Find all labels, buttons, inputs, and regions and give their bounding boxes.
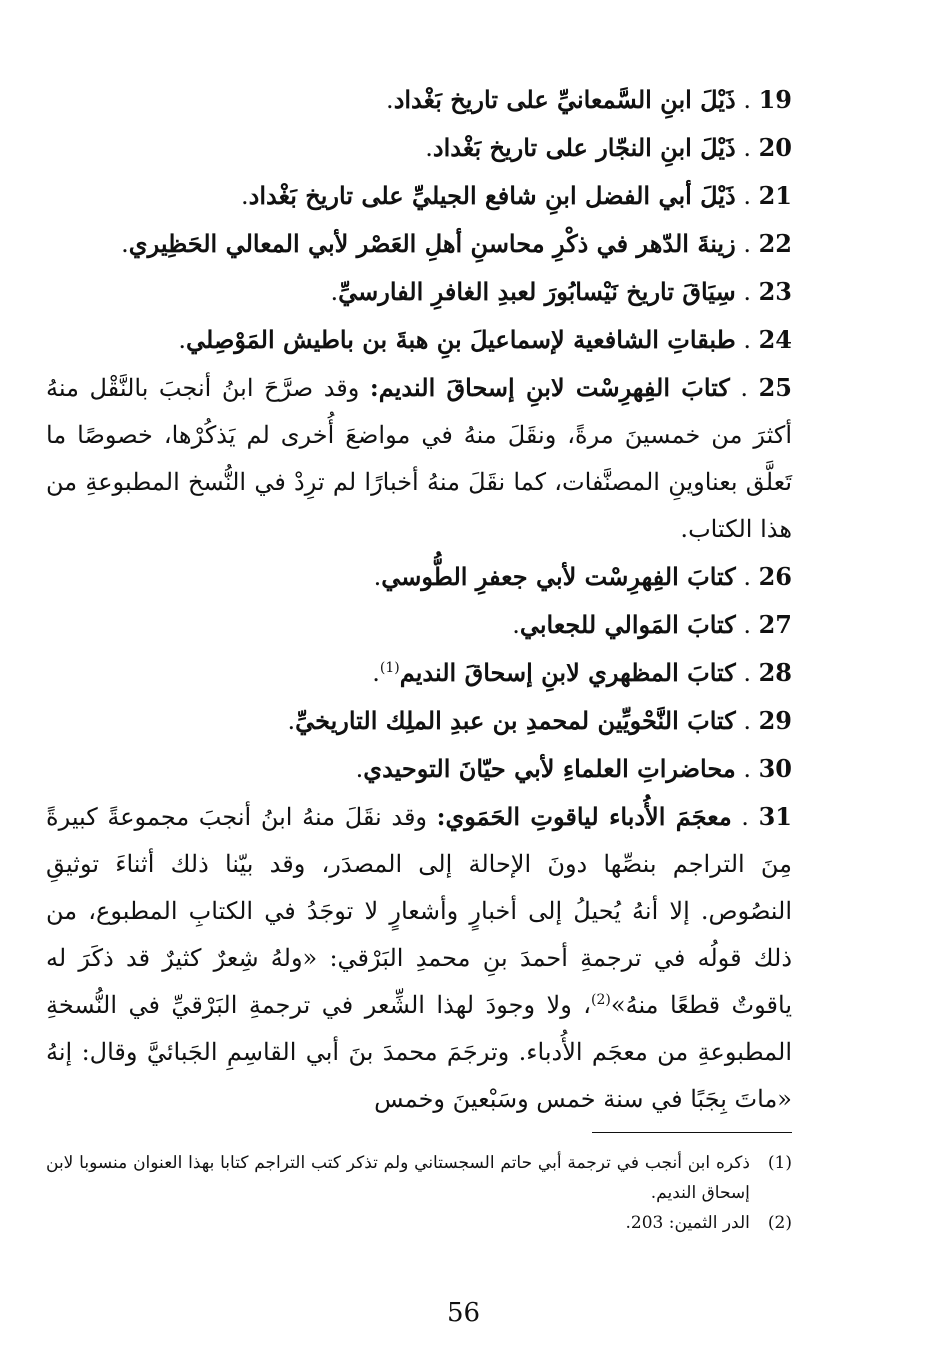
entry-title: كتابَ النَّحْويِّين لمحمدِ بن عبدِ الملِك التاريخيِّ (295, 706, 736, 735)
entry-end: . (121, 230, 129, 258)
entry-21: 21 . ذَيْلَ أبي الفضل ابنِ شافع الجيليِّ على تاريخ بَغْداد. (241, 181, 792, 210)
entry-number: 22 (758, 229, 792, 258)
entry-description-continued: ، ولا وجودَ لهذا الشِّعر في ترجمةِ البَرْقيِّ في النُّسخةِ المطبوعةِ من معجَم الأُدباء. وترجَمَ محمدَ بنَ أبي القاسِمِ الجَبائيَّ وقال: إنهُ «ماتَ بِجَبًا في سنة خمس وسَبْعينَ وخمس (46, 991, 792, 1113)
entry-title: طبقاتِ الشافعية لإسماعيلَ بنِ هبةَ بن باطيش المَوْصِلي (186, 325, 736, 354)
entry-27: 27 . كتابَ المَوالي للجعابي. (512, 610, 792, 639)
entry-number: 31 (758, 802, 792, 831)
entry-number: 20 (758, 133, 792, 162)
footnote-number: (2) (767, 1213, 792, 1233)
entry-number: 28 (758, 658, 792, 687)
entry-end: . (680, 515, 689, 543)
entry-end: . (287, 707, 296, 735)
entry-end: . (512, 611, 520, 639)
entry-end: . (241, 182, 249, 210)
entry-title: محاضراتِ العلماءِ لأبي حيّانَ التوحيدي (363, 754, 736, 783)
entry-title: زينةَ الدّهر في ذكْرِ محاسنِ أهلِ العَصْر لأبي المعالي الحَظِيري (128, 229, 736, 258)
entry-number: 24 (758, 325, 792, 354)
footnote-ref-2[interactable]: (2) (591, 992, 611, 1008)
entry-26: 26 . كتابَ الفِهرِسْت لأبي جعفرِ الطُّوسي. (373, 562, 792, 591)
entry-end: . (373, 563, 382, 591)
entry-29: 29 . كتابَ النَّحْويِّين لمحمدِ بن عبدِ الملِك التاريخيِّ. (287, 706, 792, 735)
footnote-ref-1[interactable]: (1) (379, 660, 400, 676)
entry-end: . (330, 278, 339, 306)
entry-22: 22 . زينةَ الدّهر في ذكْرِ محاسنِ أهلِ العَصْر لأبي المعالي الحَظِيري. (121, 229, 792, 258)
entry-description: وقد صرَّحَ ابنُ أنجبَ بالنَّقْل منهُ أكثرَ من خمسينَ مرةً، ونقَلَ منهُ في مواضعَ أُخرى لم يَذكُرْها، خصوصًا ما تَعلَّق بعناوينِ المصنَّفات، كما نقَلَ منهُ أخبارًا لم ترِدْ في النُّسخ المطبوعةِ من هذا الكتاب (46, 374, 792, 543)
entry-20: 20 . ذَيْلَ ابنِ النجّار على تاريخ بَغْداد. (425, 133, 792, 162)
footnotes (46, 1148, 792, 1238)
entry-title: ذَيْلَ أبي الفضل ابنِ شافع الجيليِّ على تاريخ بَغْداد (248, 181, 736, 210)
entry-28: 28 . كتابَ المظهري لابنِ إسحاقَ النديم$^{(1)}$. (372, 658, 792, 687)
page-number: 56 (446, 1298, 481, 1328)
footnote-text: الدر الثمين: 203. (625, 1213, 750, 1233)
entry-title: كتابَ الفِهرِسْت لأبي جعفرِ الطُّوسي (381, 562, 736, 591)
footnote-number: (1) (767, 1153, 792, 1173)
entry-number: 26 (758, 562, 792, 591)
entry-number: 25 (758, 373, 792, 402)
entry-number: 19 (758, 85, 792, 114)
entry-end: . (355, 755, 364, 783)
entry-title: معجَمَ الأُدباء لياقوتِ الحَمَوي: (436, 802, 732, 831)
main-text (46, 76, 792, 1123)
entry-number: 27 (758, 610, 792, 639)
entry-25: 25 . كتابَ الفِهرِسْت لابنِ إسحاقَ النديم: وقد صرَّحَ ابنُ أنجبَ بالنَّقْل منهُ أكثرَ من خمسينَ مرةً، ونقَلَ منهُ في مواضعَ أُخرى لم يَذكُرْها، خصوصًا ما تَعلَّق بعناوينِ المصنَّفات، كما نقَلَ منهُ أخبارًا لم ترِدْ في النُّسخ المطبوعةِ من هذا الكتاب. (46, 373, 792, 543)
entry-title: ذَيْلَ ابنِ السَّمعانيِّ على تاريخ بَغْداد (393, 85, 736, 114)
footnote-2 (46, 1208, 792, 1238)
entry-31: 31 . معجَمَ الأُدباء لياقوتِ الحَمَوي: وقد نقَلَ منهُ ابنُ أنجبَ مجموعةً كبيرةً مِنَ التراجم بنصِّها دونَ الإحالة إلى المصدَر، وقد بيّنا ذلك أثناءَ توثيقِ النصُوص. إلا أنهُ يُحيلُ إلى أخبارٍ وأشعارٍ لا توجَدُ في الكتابِ المطبوع، من ذلك قولُه في ترجمةِ أحمدَ بنِ محمدِ البَرْقي: «ولهُ شِعرٌ كثيرٌ قد ذكَرَ له ياقوتٌ قطعًا منهُ»$^{(2)}$، ولا وجودَ لهذا الشِّعر في ترجمةِ البَرْقيِّ في النُّسخةِ المطبوعةِ من معجَم الأُدباء. وترجَمَ محمدَ بنَ أبي القاسِمِ الجَبائيَّ وقال: إنهُ «ماتَ بِجَبًا في سنة خمس وسَبْعينَ وخمس (46, 802, 792, 1113)
entry-title: سِيَاقَ تاريخ نَيْسابُورَ لعبدِ الغافرِ الفارسيِّ (338, 277, 736, 306)
entry-end: . (372, 659, 380, 687)
entry-title: كتابَ الفِهرِسْت لابنِ إسحاقَ النديم: (369, 373, 730, 402)
entry-description: وقد نقَلَ منهُ ابنُ أنجبَ مجموعةً كبيرةً مِنَ التراجم بنصِّها دونَ الإحالة إلى المصدَر، وقد بيّنا ذلك أثناءَ توثيقِ النصُوص. إلا أنهُ يُحيلُ إلى أخبارٍ وأشعارٍ لا توجَدُ في الكتابِ المطبوع، من ذلك قولُه في ترجمةِ أحمدَ بنِ محمدِ البَرْقي: «ولهُ شِعرٌ كثيرٌ قد ذكَرَ له ياقوتٌ قطعًا منهُ» (46, 803, 792, 1019)
entry-number: 29 (758, 706, 792, 735)
entry-19: 19 . ذَيْلَ ابنِ السَّمعانيِّ على تاريخ بَغْداد. (386, 85, 792, 114)
entry-number: 23 (758, 277, 792, 306)
entry-title: كتابَ المظهري لابنِ إسحاقَ النديم (399, 658, 736, 687)
footnote-text: ذكره ابن أنجب في ترجمة أبي حاتم السجستاني ولم تذكر كتب التراجم كتابا بهذا العنوان منسوبا لابن إسحاق النديم. (46, 1153, 750, 1203)
entry-number: 30 (758, 754, 792, 783)
footnote-1 (46, 1148, 792, 1208)
entry-title: كتابَ المَوالي للجعابي (519, 610, 736, 639)
entry-end: . (178, 326, 187, 354)
entry-30: 30 . محاضراتِ العلماءِ لأبي حيّانَ التوحيدي. (355, 754, 792, 783)
entry-23: 23 . سِيَاقَ تاريخ نَيْسابُورَ لعبدِ الغافرِ الفارسيِّ. (330, 277, 792, 306)
entry-24: 24 . طبقاتِ الشافعية لإسماعيلَ بنِ هبةَ بن باطيش المَوْصِلي. (178, 325, 792, 354)
entry-title: ذَيْلَ ابنِ النجّار على تاريخ بَغْداد (432, 133, 736, 162)
entry-end: . (386, 86, 394, 114)
entry-number: 21 (758, 181, 792, 210)
footnote-separator (592, 1132, 792, 1133)
entry-end: . (425, 134, 433, 162)
